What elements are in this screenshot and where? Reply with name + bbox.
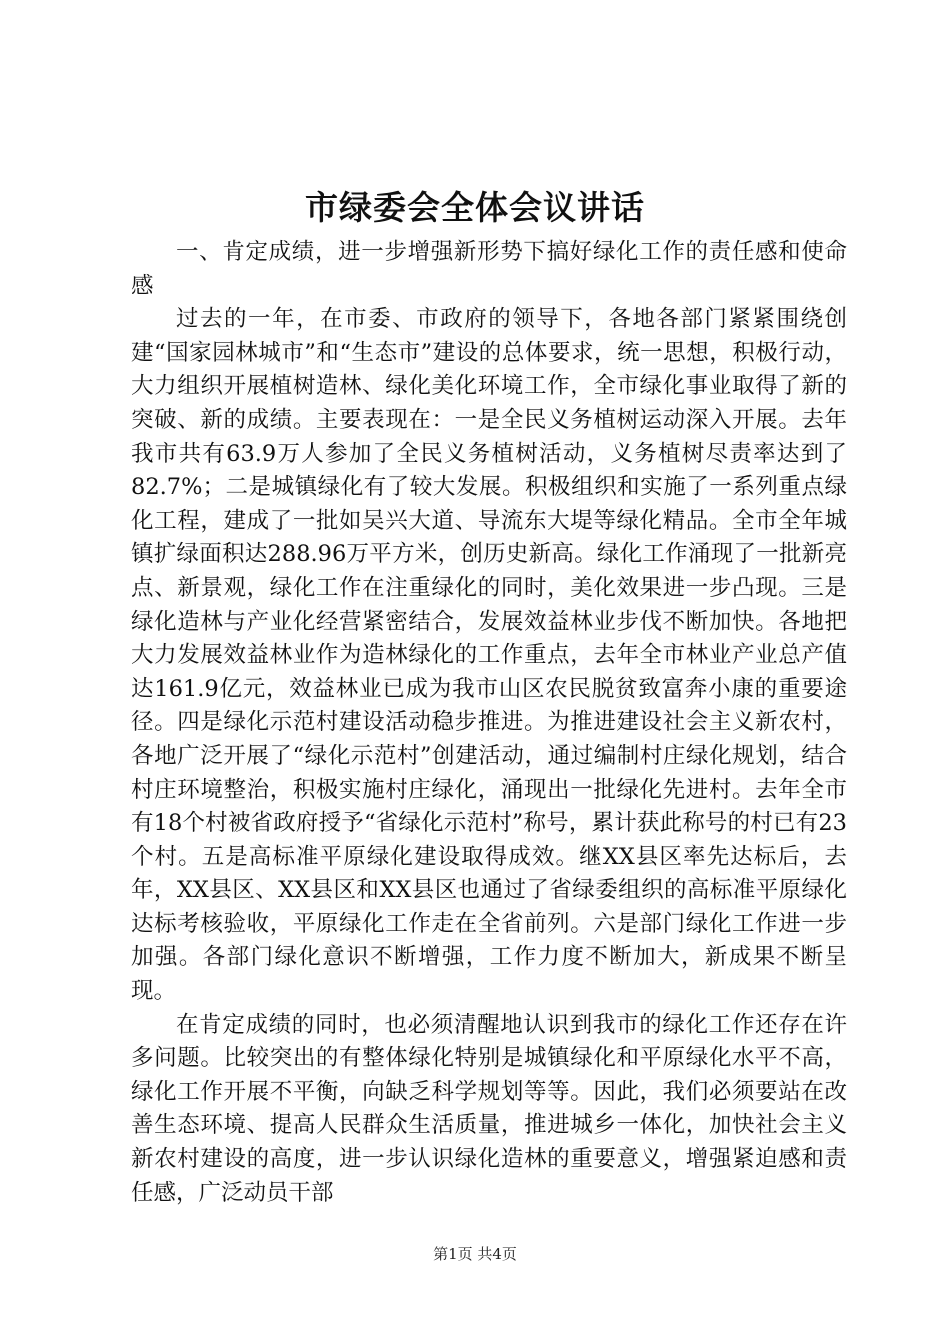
document-title: 市绿委会全体会议讲话: [305, 188, 645, 227]
body-paragraph: 在肯定成绩的同时，也必须清醒地认识到我市的绿化工作还存在许多问题。比较突出的有整体绿化特别是城镇绿化和平原绿化水平不高，绿化工作开展不平衡，向缺乏科学规划等等。因此，我们必须要站在改善生态环境、提高人民群众生活质量，推进城乡一体化，加快社会主义新农村建设的高度，进一步认识绿化造林的重要意义，增强紧迫感和责任感，广泛动员干部: [131, 1011, 847, 1206]
section-heading: 一、肯定成绩，进一步增强新形势下搞好绿化工作的责任感和使命感: [131, 239, 847, 299]
body-paragraph: 过去的一年，在市委、市政府的领导下，各地各部门紧紧围绕创建“国家园林城市”和“生态市”建设的总体要求，统一思想，积极行动，大力组织开展植树造林、绿化美化环境工作，全市绿化事业取得了新的突破、新的成绩。主要表现在：一是全民义务植树运动深入开展。去年我市共有63.9万人参加了全民义务植树活动，义务植树尽责率达到了82.7%；二是城镇绿化有了较大发展。积极组织和实施了一系列重点绿化工程，建成了一批如吴兴大道、导流东大堤等绿化精品。全市全年城镇扩绿面积达288.96万平方米，创历史新高。绿化工作涌现了一批新亮点、新景观，绿化工作在注重绿化的同时，美化效果进一步凸现。三是绿化造林与产业化经营紧密结合，发展效益林业步伐不断加快。各地把大力发展效益林业作为造林绿化的工作重点，去年全市林业产业总产值达161.9亿元，效益林业已成为我市山区农民脱贫致富奔小康的重要途径。四是绿化示范村建设活动稳步推进。为推进建设社会主义新农村，各地广泛开展了“绿化示范村”创建活动，通过编制村庄绿化规划，结合村庄环境整治，积极实施村庄绿化，涌现出一批绿化先进村。去年全市有18个村被省政府授予“省绿化示范村”称号，累计获此称号的村已有23个村。五是高标准平原绿化建设取得成效。继XX县区率先达标后，去年，XX县区、XX县区和XX县区也通过了省绿委组织的高标准平原绿化达标考核验收，平原绿化工作走在全省前列。六是部门绿化工作进一步加强。各部门绿化意识不断增强，工作力度不断加大，新成果不断呈现。: [131, 306, 847, 1005]
page-indicator: 第1页 共4页: [433, 1245, 517, 1263]
document-body: [131, 236, 847, 1210]
page-footer: [0, 1244, 950, 1264]
